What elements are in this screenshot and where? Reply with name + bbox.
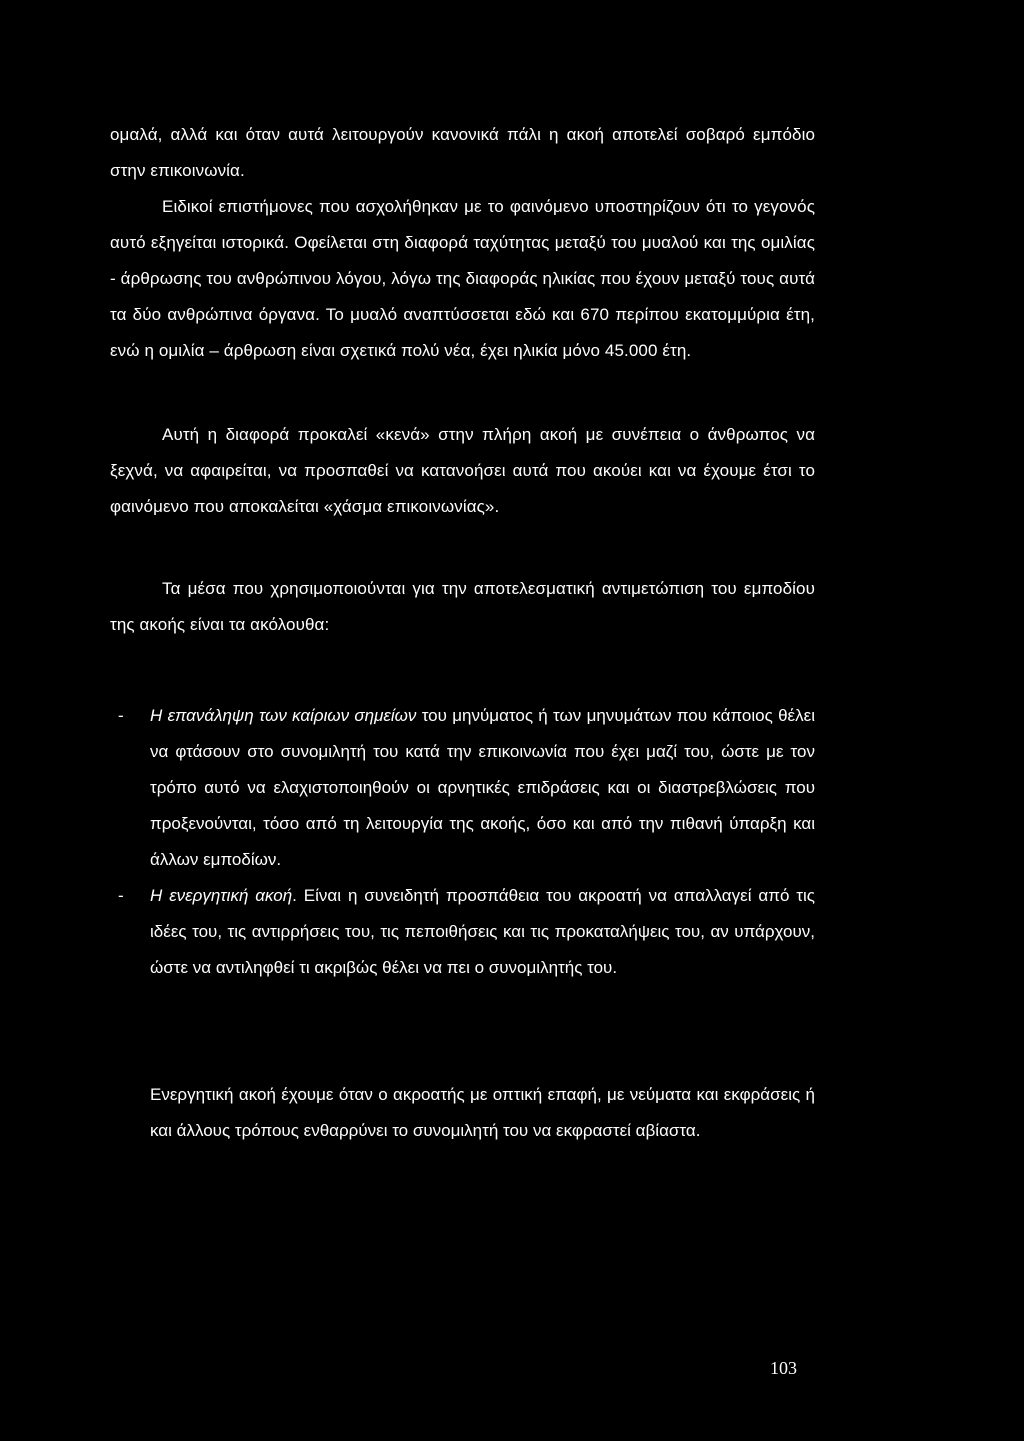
paragraph-text: Τα μέσα που χρησιμοποιούνται για την αποτελεσματική αντιμετώπιση του εμποδίου της ακοής είναι τα ακόλουθα: bbox=[110, 579, 815, 634]
paragraph-active-listening bbox=[150, 1077, 815, 1149]
paragraph-gaps bbox=[110, 417, 815, 525]
paragraph-history bbox=[110, 189, 815, 369]
page-number: 103 bbox=[770, 1358, 797, 1378]
paragraph-text: Ειδικοί επιστήμονες που ασχολήθηκαν με το φαινόμενο υποστηρίζουν ότι το γεγονός αυτό εξηγείται ιστορικά. Οφείλεται στη διαφορά ταχύτητας μεταξύ του μυαλού και της ομιλίας - άρθρωσης του ανθρώπινου λόγου, λόγω της διαφοράς ηλικίας που έχουν μεταξύ τους αυτά τα δύο ανθρώπινα όργανα. Το μυαλό αναπτύσσεται εδώ και 670 περίπου εκατομμύρια έτη, ενώ η ομιλία – άρθρωση είναι σχετικά πολύ νέα, έχει ηλικία μόνο 45.000 έτη. bbox=[110, 197, 815, 360]
list-item-text: . Είναι η συνειδητή προσπάθεια του ακροατή να απαλλαγεί από τις ιδέες του, τις αντιρρήσεις του, τις πεποιθήσεις και τις προκαταλήψεις του, αν υπάρχουν, ώστε να αντιληφθεί τι ακριβώς θέλει να πει ο συνομιλητής του. bbox=[150, 886, 815, 977]
list-bullet: - bbox=[118, 886, 124, 905]
list-item bbox=[118, 698, 815, 878]
paragraph-text: Αυτή η διαφορά προκαλεί «κενά» στην πλήρη ακοή με συνέπεια ο άνθρωπος να ξεχνά, να αφαιρείται, να προσπαθεί να κατανοήσει αυτά που ακούει και να έχουμε έτσι το φαινόμενο που αποκαλείται «χάσμα επικοινωνίας». bbox=[110, 425, 815, 516]
list-item-emphasis: Η ενεργητική ακοή bbox=[150, 886, 293, 905]
list-item-text: του μηνύματος ή των μηνυμάτων που κάποιος θέλει να φτάσουν στο συνομιλητή του κατά την επικοινωνία που έχει μαζί του, ώστε με τον τρόπο αυτό να ελαχιστοποιηθούν οι αρνητικές επιδράσεις και οι διαστρεβλώσεις που προξενούνται, τόσο από τη λειτουργία της ακοής, όσο και από την πιθανή ύπαρξη και άλλων εμποδίων. bbox=[150, 706, 815, 869]
list-item bbox=[118, 878, 815, 986]
paragraph-continuation bbox=[110, 117, 815, 189]
paragraph-text: Ενεργητική ακοή έχουμε όταν ο ακροατής με οπτική επαφή, με νεύματα και εκφράσεις ή και άλλους τρόπους ενθαρρύνει το συνομιλητή του να εκφραστεί αβίαστα. bbox=[150, 1085, 815, 1140]
paragraph-means bbox=[110, 571, 815, 643]
list-item-emphasis: Η επανάληψη των καίριων σημείων bbox=[150, 706, 417, 725]
paragraph-text: ομαλά, αλλά και όταν αυτά λειτουργούν κανονικά πάλι η ακοή αποτελεί σοβαρό εμπόδιο στην επικοινωνία. bbox=[110, 125, 815, 180]
means-list bbox=[118, 698, 815, 986]
list-bullet: - bbox=[118, 706, 124, 725]
